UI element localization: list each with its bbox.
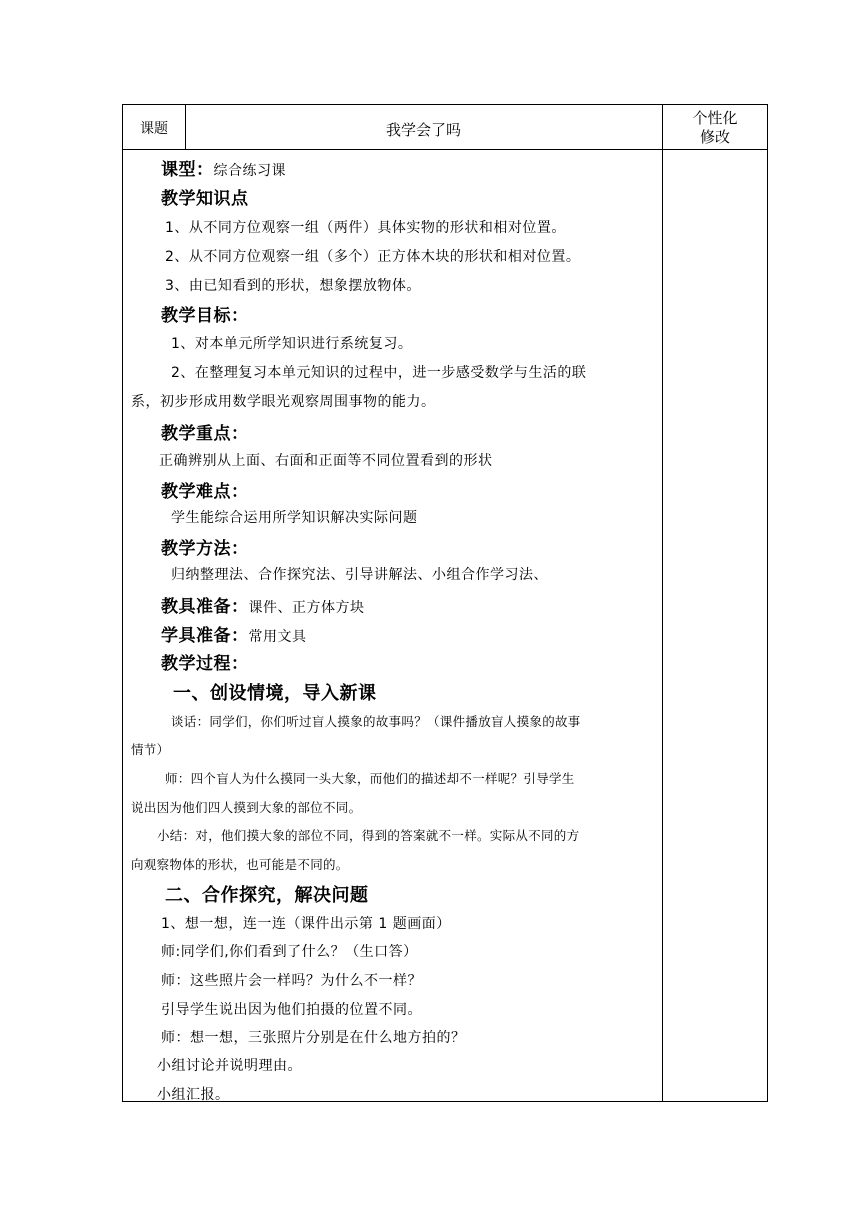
header-custom-edit-line1: 个性化 <box>692 109 738 127</box>
goal-2-line2: 系，初步形成用数学眼光观察周围事物的能力。 <box>131 394 436 410</box>
teacher-tools-label: 教具准备： <box>161 597 249 617</box>
section1-title: 一、创设情境，导入新课 <box>173 683 377 704</box>
knowledge-item-1: 1、从不同方位观察一组（两件）具体实物的形状和相对位置。 <box>165 220 566 236</box>
difficult-heading: 教学难点： <box>161 482 249 502</box>
goals-heading: 教学目标： <box>161 306 249 326</box>
course-type <box>161 155 286 180</box>
knowledge-item-3: 3、由已知看到的形状，想象摆放物体。 <box>165 278 421 294</box>
s2-line-3: 师：这些照片会一样吗？为什么不一样？ <box>161 973 422 989</box>
column-divider-2 <box>662 105 663 1101</box>
course-type-value: 综合练习课 <box>213 163 286 179</box>
goal-1: 1、对本单元所学知识进行系统复习。 <box>171 336 413 352</box>
s1-p2-line1: 师：四个盲人为什么摸同一头大象，而他们的描述却不一样呢？引导学生 <box>165 771 575 786</box>
s2-line-7: 小组汇报。 <box>157 1087 230 1103</box>
student-tools-label: 学具准备： <box>161 626 249 646</box>
header-topic-title: 我学会了吗 <box>385 121 461 139</box>
process-heading: 教学过程： <box>161 654 249 674</box>
s1-p1-line1: 谈话：同学们，你们听过盲人摸象的故事吗？（课件播放盲人摸象的故事 <box>171 714 581 729</box>
header-custom-edit-line2: 修改 <box>699 128 730 146</box>
s1-p3-line1: 小结：对，他们摸大象的部位不同，得到的答案就不一样。实际从不同的方 <box>157 828 580 843</box>
s2-line-4: 引导学生说出因为他们拍摄的位置不同。 <box>161 1002 422 1018</box>
method-text: 归纳整理法、合作探究法、引导讲解法、小组合作学习法、 <box>171 567 548 583</box>
student-tools-value: 常用文具 <box>248 629 307 645</box>
teacher-tools-value: 课件、正方体方块 <box>248 600 365 616</box>
difficult-text: 学生能综合运用所学知识解决实际问题 <box>171 510 418 526</box>
knowledge-item-2: 2、从不同方位观察一组（多个）正方体木块的形状和相对位置。 <box>165 249 581 265</box>
s2-line-6: 小组讨论并说明理由。 <box>157 1058 302 1074</box>
key-heading: 教学重点： <box>161 424 249 444</box>
s1-p2-line2: 说出因为他们四人摸到大象的部位不同。 <box>131 800 362 815</box>
section2-title: 二、合作探究，解决问题 <box>165 885 369 906</box>
goal-2-line1: 2、在整理复习本单元知识的过程中，进一步感受数学与生活的联 <box>171 365 587 381</box>
s2-line-1: 1、想一想，连一连（课件出示第 1 题画面） <box>161 916 451 932</box>
s1-p3-line2: 向观察物体的形状，也可能是不同的。 <box>131 857 349 872</box>
header-divider <box>123 149 767 150</box>
key-text: 正确辨别从上面、右面和正面等不同位置看到的形状 <box>159 453 493 469</box>
student-tools <box>161 621 307 646</box>
course-type-label: 课型： <box>161 160 214 180</box>
s2-line-2: 师:同学们,你们看到了什么？（生口答） <box>161 944 418 960</box>
header-topic-label: 课题 <box>140 121 168 137</box>
knowledge-heading: 教学知识点 <box>161 189 249 209</box>
teacher-tools <box>161 592 365 617</box>
s1-p1-line2: 情节） <box>131 742 170 757</box>
lesson-plan-table <box>122 104 768 1102</box>
s2-line-5: 师：想一想，三张照片分别是在什么地方拍的？ <box>161 1030 466 1046</box>
method-heading: 教学方法： <box>161 539 249 559</box>
